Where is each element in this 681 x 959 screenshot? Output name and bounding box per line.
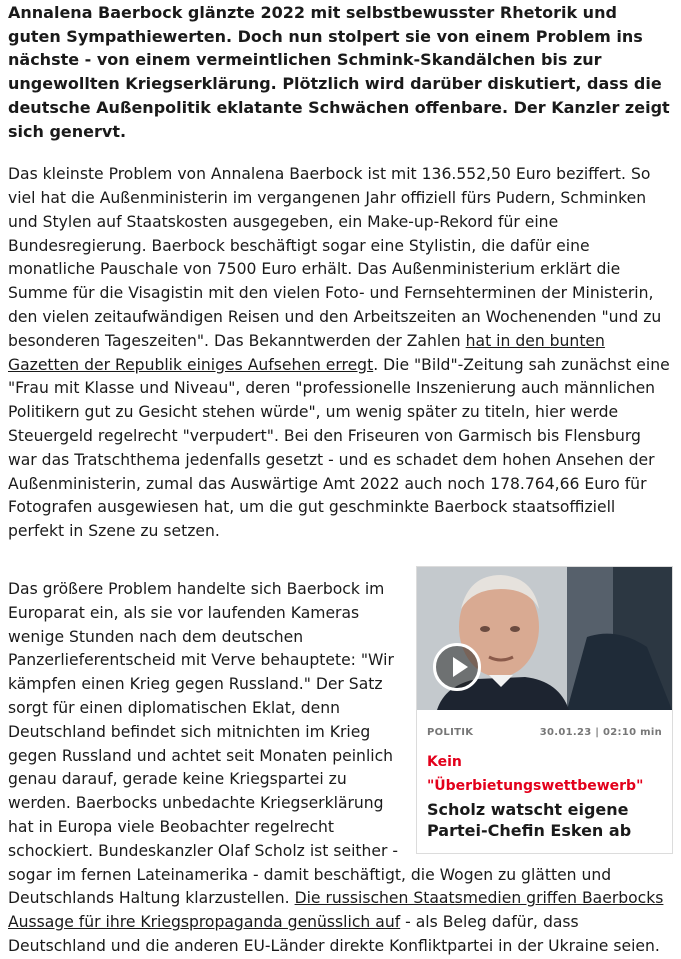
teaser-kicker[interactable]: Kein "Überbietungswettbewerb" <box>427 753 644 794</box>
teaser-date-duration: 30.01.23 | 02:10 min <box>539 726 662 738</box>
paragraph-2 <box>8 578 673 959</box>
play-icon[interactable] <box>433 643 481 691</box>
gazetten-link[interactable]: hat in den bunten Gazetten der Republik einiges Aufsehen erregt <box>8 331 605 374</box>
paragraph-2-text-a: Das größere Problem handelte sich Baerbock im Europarat ein, als sie vor laufenden Kameras wenige Stunden nach dem deutschen Panzerlieferentscheid mit Verve behauptete: "Wir kämpfen einen Krieg gegen Russland." Der Satz sorgt für einen diplomatischen Eklat, denn Deutschland befindet sich mitnichten im Krieg gegen Russland und achtet seit Monaten peinlich genau darauf, gerade keine Kriegspartei zu werden. Baerbocks unbedachte Kriegserklärung hat in Europa viele Beobachter regelrecht schockiert. Bundeskanzler Olaf Scholz ist seither - sogar im fernen Lateinamerika - damit beschäftigt, die Wogen zu glätten und Deutschlands Haltung klarzustellen. <box>8 579 612 908</box>
article-lead: Annalena Baerbock glänzte 2022 mit selbstbewusster Rhetorik und guten Sympathiewerten. Doch nun stolpert sie von einem Problem ins nächste - von einem vermeintlichen Schmink-Skandälchen bis zur ungewollten Kriegserklärung. Plötzlich wird darüber diskutiert, dass die deutsche Außenpolitik eklatante Schwächen offenbare. Der Kanzler zeigt sich genervt. <box>8 3 670 141</box>
paragraph-1-text-b: . Die "Bild"-Zeitung sah zunächst eine "Frau mit Klasse und Niveau", deren "professionelle Inszenierung auch männlichen Politikern gut zu Gesicht stehen würde", um wenig später zu titeln, hier werde Steuergeld regelrecht "verpudert". Bei den Friseuren von Garmisch bis Flensburg war das Tratschthema jedenfalls gesetzt - und es schadet dem hohen Ansehen der Außenministerin, zumal das Auswärtige Amt 2022 auch noch 178.764,66 Euro für Fotografen ausgewiesen hat, um die gut geschminkte Baerbock staatsoffiziell perfekt in Szene zu setzen. <box>8 355 670 541</box>
teaser-title[interactable]: Scholz watscht eigene Partei-Chefin Esken ab <box>427 800 632 841</box>
paragraph-1-text-a: Das kleinste Problem von Annalena Baerbock ist mit 136.552,50 Euro beziffert. So viel hat die Außenministerin im vergangenen Jahr offiziell fürs Pudern, Schminken und Stylen auf Staatskosten ausgegeben, ein Make-up-Rekord für eine Bundesregierung. Baerbock beschäftigt sogar eine Stylistin, die dafür eine monatliche Pauschale von 7500 Euro erhält. Das Außenministerium erklärt die Summe für die Visagistin mit den vielen Foto- und Fernsehterminen der Ministerin, den vielen zeitaufwändigen Reisen und den Arbeitszeiten an Wochenenden "und zu besonderen Tageszeiten". Das Bekanntwerden der Zahlen <box>8 165 662 350</box>
staatsmedien-link[interactable]: Die russischen Staatsmedien griffen Baerbocks Aussage für ihre Kriegspropaganda genüsslich auf <box>8 889 664 932</box>
video-teaser-card[interactable] <box>416 566 673 854</box>
paragraph-2-text-b: - als Beleg dafür, dass Deutschland und die anderen EU-Länder direkte Konfliktpartei in der Ukraine seien. <box>8 913 660 955</box>
teaser-category: POLITIK <box>427 726 474 738</box>
video-thumbnail[interactable] <box>417 567 672 710</box>
teaser-body <box>417 710 672 853</box>
teaser-meta <box>427 721 662 745</box>
paragraph-1 <box>8 163 673 544</box>
